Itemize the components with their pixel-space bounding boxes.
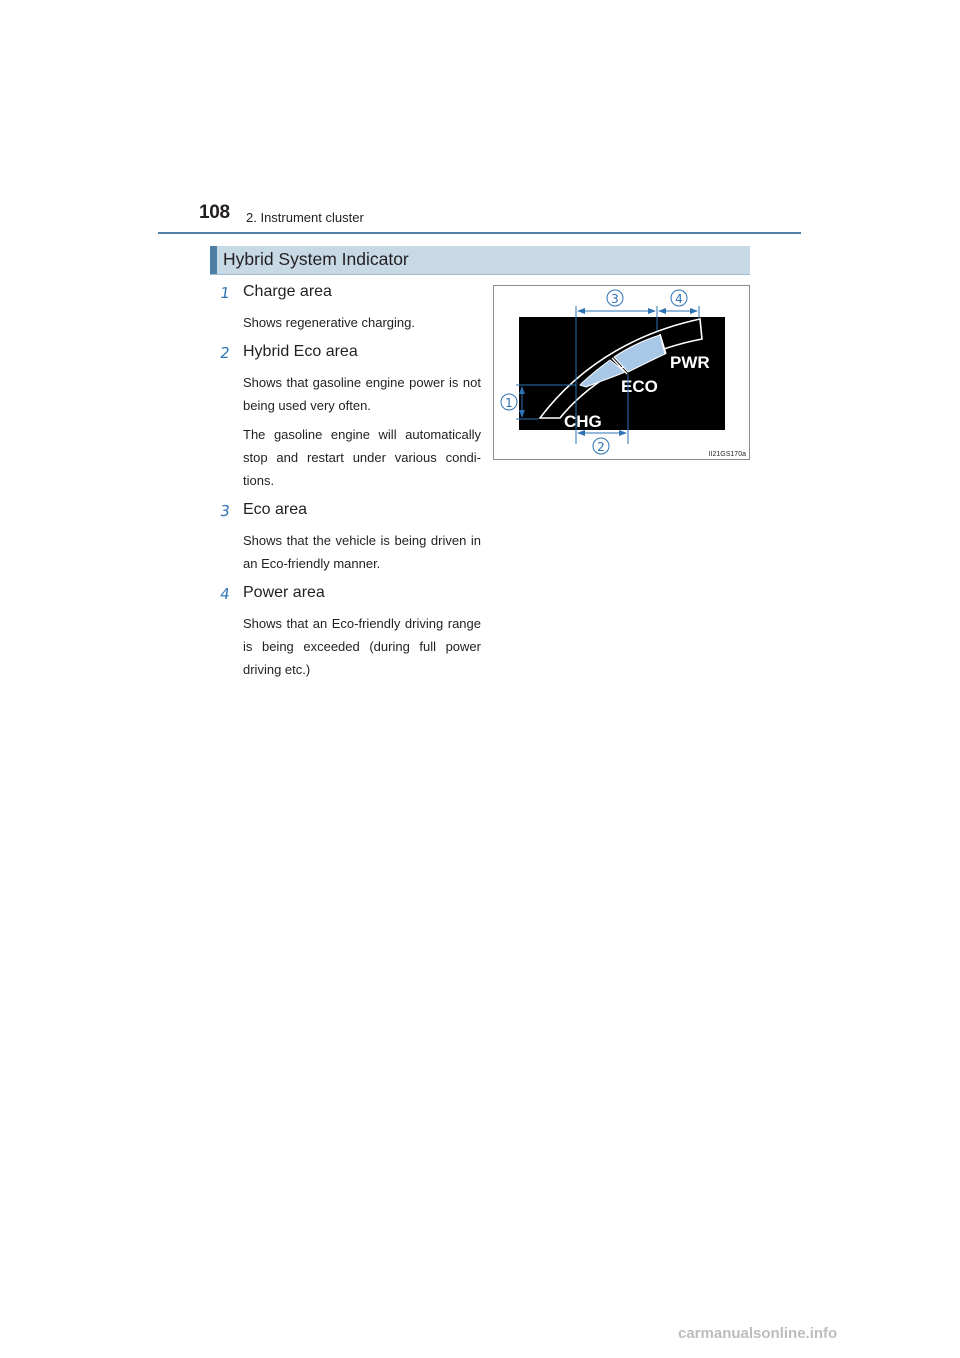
header-rule <box>158 232 801 234</box>
item-number-badge: 2 <box>218 344 232 362</box>
callout-1 <box>501 394 517 410</box>
topic-bar-accent <box>210 246 217 274</box>
item-body <box>243 529 481 581</box>
item-paragraph: Shows regenerative charging. <box>243 315 415 330</box>
figure-code: II21GS170a <box>708 451 746 458</box>
hybrid-indicator-figure <box>493 285 750 460</box>
label-eco: ECO <box>621 377 658 396</box>
svg-text:2: 2 <box>597 440 605 454</box>
callout-4 <box>671 290 687 306</box>
item-heading: Hybrid Eco area <box>243 343 358 360</box>
item-paragraph: Shows that the vehicle is being driven in an Eco-friendly manner. <box>243 533 481 571</box>
item-heading: Power area <box>243 584 325 601</box>
label-pwr: PWR <box>670 353 710 372</box>
label-chg: CHG <box>564 412 602 431</box>
svg-text:1: 1 <box>505 396 513 410</box>
topic-bar <box>210 246 750 275</box>
item-body <box>243 371 481 498</box>
item-heading: Charge area <box>243 283 332 300</box>
hybrid-indicator-diagram <box>494 286 751 461</box>
item-number-badge: 1 <box>218 284 232 302</box>
item-heading: Eco area <box>243 501 308 518</box>
item-number-badge: 4 <box>218 585 232 603</box>
section-title: 2. Instrument cluster <box>246 210 364 225</box>
svg-text:3: 3 <box>611 292 619 306</box>
item-paragraph: Shows that gasoline engine power is not being used very often. <box>243 375 481 413</box>
item-number-badge: 3 <box>218 502 232 520</box>
watermark: carmanualsonline.info <box>678 1325 838 1342</box>
item-body <box>243 612 481 687</box>
callout-3 <box>607 290 623 306</box>
page-number: 108 <box>199 202 230 223</box>
item-paragraph: The gasoline engine will automatically stop and restart under various condi-tions. <box>243 427 481 488</box>
topic-title: Hybrid System Indicator <box>223 249 409 269</box>
svg-text:4: 4 <box>675 292 683 306</box>
callout-2 <box>593 438 609 454</box>
item-paragraph: Shows that an Eco-friendly driving range is being exceeded (during full power driving etc.) <box>243 616 481 677</box>
item-body <box>243 311 481 340</box>
